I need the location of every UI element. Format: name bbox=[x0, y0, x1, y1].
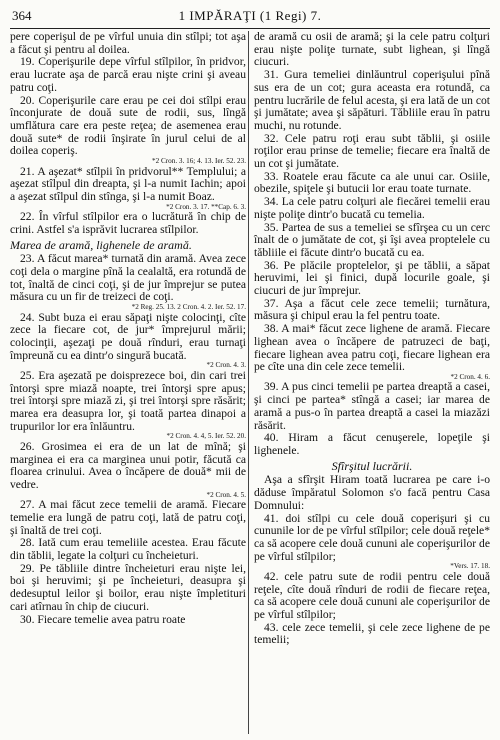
section-heading: Sfîrşitul lucrării. bbox=[331, 458, 413, 473]
verse-36: 36. Pe plăcile proptelelor, şi pe tăblii, a săpat heruvimi, lei şi finici, după locurile goale, şi ciucuri de jur împrejur. bbox=[254, 258, 490, 298]
cross-reference: *2 Cron. 4. 5. bbox=[206, 490, 246, 499]
verse-33: 33. Roatele erau făcute ca ale unui car. Osiile, obezile, spiţele şi butucii lor erau toate turnate. bbox=[254, 169, 490, 196]
verse-22: 22. În vîrful stîlpilor era o lucrătură în chip de crini. Astfel s'a isprăvit lucrarea stîlpilor. bbox=[10, 210, 246, 236]
verse-32: 32. Cele patru roţi erau subt tăblii, şi osiile roţilor erau prinse de temelie; fiecare era înaltă de un cot şi jumătate. bbox=[254, 131, 490, 171]
verse-34: 34. La cele patru colţuri ale fiecărei temelii erau nişte poliţe dintr'o bucată cu temelia. bbox=[254, 195, 490, 221]
verse-24: 24. Subt buza ei erau săpaţi nişte colocinţi, cîte zece la fiecare cot, de jur* împrejurul mării; colocinţii, aşezaţi pe două rînduri, erau turnaţi împreună cu ea dintr'o singură bucată. bbox=[10, 310, 246, 362]
verse-30: 30. Fiecare temelie avea patru roate bbox=[20, 612, 186, 626]
verse-19: 19. Coperişurile depe vîrful stîlpilor, în pridvor, erau lucrate aşa de parcă erau nişte crini şi aveau patru coţi. bbox=[10, 55, 246, 94]
right-column bbox=[254, 31, 490, 647]
verse-41: 41. doi stîlpi cu cele două coperişuri şi cu cununile lor de pe vîrful stîlpilor; cele două reţele* ca să acopere cele două cununi ale coperişurilor de pe vîrful stîlpilor; bbox=[254, 511, 490, 563]
cross-reference: *2 Cron. 4. 3. bbox=[206, 361, 246, 370]
column-divider bbox=[248, 31, 249, 734]
verse-39: 39. A pus cinci temelii pe partea dreaptă a casei, şi cinci pe partea* stîngă a casei; iar marea de aramă a pus-o în partea dreaptă a casei la miazăzi răsărit. bbox=[254, 380, 490, 432]
header-rule bbox=[10, 28, 490, 29]
verse-40: 40. Hiram a făcut cenuşerele, lopeţile şi lighenele. bbox=[254, 431, 490, 457]
cross-reference: *2 Cron. 3. 16; 4. 13. Ier. 52. 23. bbox=[151, 157, 246, 166]
verse-31: 31. Gura temeliei dinlăuntrul coperişului pînă sus era de un cot; gura aceasta era rotundă, ca pentru lucrările de felul acesta, şi era lată de un cot şi jumătate; avea şi săpături. Tăbliile erau în patru muchi, nu rotunde. bbox=[254, 68, 490, 132]
left-column bbox=[10, 31, 246, 626]
verse-30-continuation: de aramă cu osii de aramă; şi la cele patru colţuri erau nişte poliţe turnate, subt lighean, şi lîngă ciucuri. bbox=[254, 30, 490, 69]
cross-reference: *2 Cron. 4. 6. bbox=[450, 372, 490, 381]
verse-27: 27. A mai făcut zece temelii de aramă. Fiecare temelie era lungă de patru coţi, lată de patru coţi, şi înaltă de trei coţi. bbox=[10, 498, 246, 537]
verse-23: 23. A făcut marea* turnată din aramă. Avea zece coţi dela o margine pînă la cealaltă, era rotundă de tot, înaltă de cinci coţi, şi de jur împrejur se putea măsura cu un fir de treizeci de coţi. bbox=[10, 252, 246, 304]
section-intro: Aşa a sfîrşit Hiram toată lucrarea pe care i-o dăduse împăratul Solomon s'o facă pentru Casa Domnului: bbox=[254, 473, 490, 512]
cross-reference: *2 Cron. 4. 4, 5. Ier. 52. 20. bbox=[166, 432, 246, 441]
verse-35: 35. Partea de sus a temeliei se sfîrşea cu un cerc înalt de o jumătate de cot, şi îşi avea proptelele cu tăbliile ei făcute dintr'o bucată cu ea. bbox=[254, 220, 490, 259]
page-number: 364 bbox=[12, 8, 32, 23]
page-header bbox=[10, 8, 490, 26]
verse-20: 20. Coperişurile care erau pe cei doi stîlpi erau înconjurate de două sute de rodii, sus, lîngă umflătura care era peste reţea; de asemenea erau două sute* de rodii înşirate în jurul celui de al doilea coperiş. bbox=[10, 93, 246, 158]
verse-42: 42. cele patru sute de rodii pentru cele două reţele, cîte două rînduri de rodii de fiecare reţea, ca să acopere cele două cununi ale coperişurilor de pe vîrful stîlpilor; bbox=[254, 569, 490, 621]
section-heading: Marea de aramă, lighenele de aramă. bbox=[10, 237, 192, 252]
verse-38: 38. A mai* făcut zece lighene de aramă. Fiecare lighean avea o încăpere de patruzeci de baţi, fiecare lighean avea patru coţi, fiecare lighean era pe cîte una din cele zece temelii. bbox=[254, 322, 490, 374]
verse-26: 26. Grosimea ei era de un lat de mînă; şi marginea ei era ca marginea unui potir, făcută ca floarea crinului. Avea o încăpere de două* mii de vedre. bbox=[10, 439, 246, 491]
verse-37: 37. Aşa a făcut cele zece temelii; turnătura, măsura şi chipul erau la fel pentru toate. bbox=[254, 296, 490, 323]
running-title: 1 IMPĂRAŢI (1 Regi) 7. bbox=[178, 8, 322, 23]
cross-reference: *Vers. 17. 18. bbox=[450, 562, 490, 571]
cross-reference: *2 Reg. 25. 13. 2 Cron. 4. 2. Ier. 52. 17. bbox=[131, 303, 246, 312]
verse-21: 21. A aşezat* stîlpii în pridvorul** Templului; a aşezat stîlpul din dreapta, şi l-a numit Iachin; apoi a aşezat stîlpul din stînga, şi l-a numit Boaz. bbox=[10, 164, 246, 203]
verse-18-continuation: pere coperişul de pe vîrful unuia din stîlpi; tot aşa a făcut şi pentru al doilea. bbox=[10, 30, 246, 56]
verse-28: 28. Iată cum erau temeliile acestea. Erau făcute din tăblii, legate la colţuri cu încheieturi. bbox=[10, 536, 246, 563]
verse-25: 25. Era aşezată pe doisprezece boi, din cari trei întorşi spre miază noapte, trei întorşi spre apus; trei întorşi spre miază zi, şi trei întorşi spre răsărit; marea era deasupra lor, şi toată partea dinapoi a trupurilor lor era înlăuntru. bbox=[10, 368, 246, 433]
verse-43: 43. cele zece temelii, şi cele zece lighene de pe temelii; bbox=[254, 620, 490, 647]
cross-reference: *2 Cron. 3. 17. **Cap. 6. 3. bbox=[166, 202, 246, 211]
verse-29: 29. Pe tăbliile dintre încheieturi erau nişte lei, boi şi heruvimi; şi pe încheieturi, deasupra şi dedesuptul leilor şi boilor, erau nişte împletituri cari atîrnau în chip de ciucuri. bbox=[10, 561, 246, 613]
